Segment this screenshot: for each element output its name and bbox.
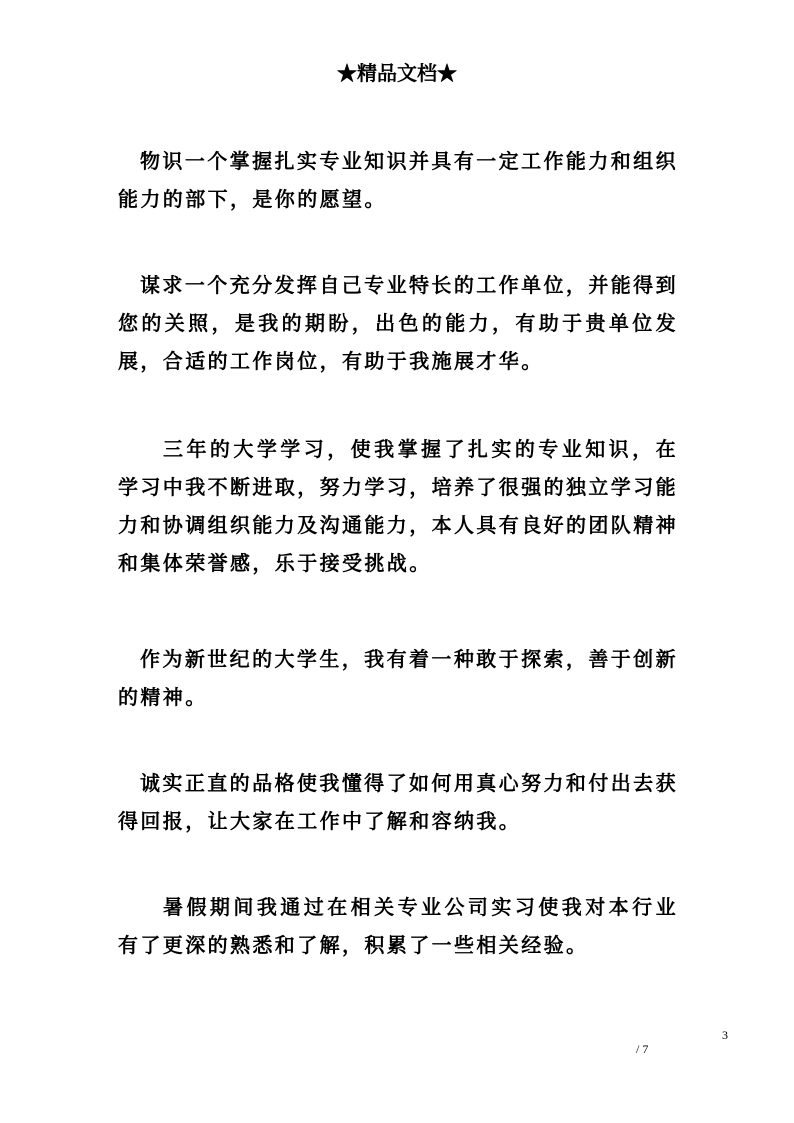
page-total: / 7	[636, 1042, 649, 1056]
paragraph-4: 作为新世纪的大学生，我有着一种敢于探索，善于创新的精神。	[118, 647, 678, 709]
paragraph-3: 三年的大学学习，使我掌握了扎实的专业知识，在学习中我不断进取，努力学习，培养了很强的独立学习能力和协调组织能力及沟通能力，本人具有良好的团队精神和集体荣誉感，乐于接受挑战。	[118, 437, 678, 575]
document-header-title: ★精品文档★	[337, 61, 457, 85]
paragraph-6: 暑假期间我通过在相关专业公司实习使我对本行业有了更深的熟悉和了解，积累了一些相关经验。	[118, 895, 678, 957]
paragraph-1: 物识一个掌握扎实专业知识并具有一定工作能力和组织能力的部下，是你的愿望。	[118, 149, 678, 211]
paragraph-5: 诚实正直的品格使我懂得了如何用真心努力和付出去获得回报，让大家在工作中了解和容纳我。	[118, 771, 678, 833]
page-number: 3	[722, 1028, 728, 1042]
paragraph-2: 谋求一个充分发挥自己专业特长的工作单位，并能得到您的关照，是我的期盼，出色的能力，有助于贵单位发展，合适的工作岗位，有助于我施展才华。	[118, 273, 678, 373]
